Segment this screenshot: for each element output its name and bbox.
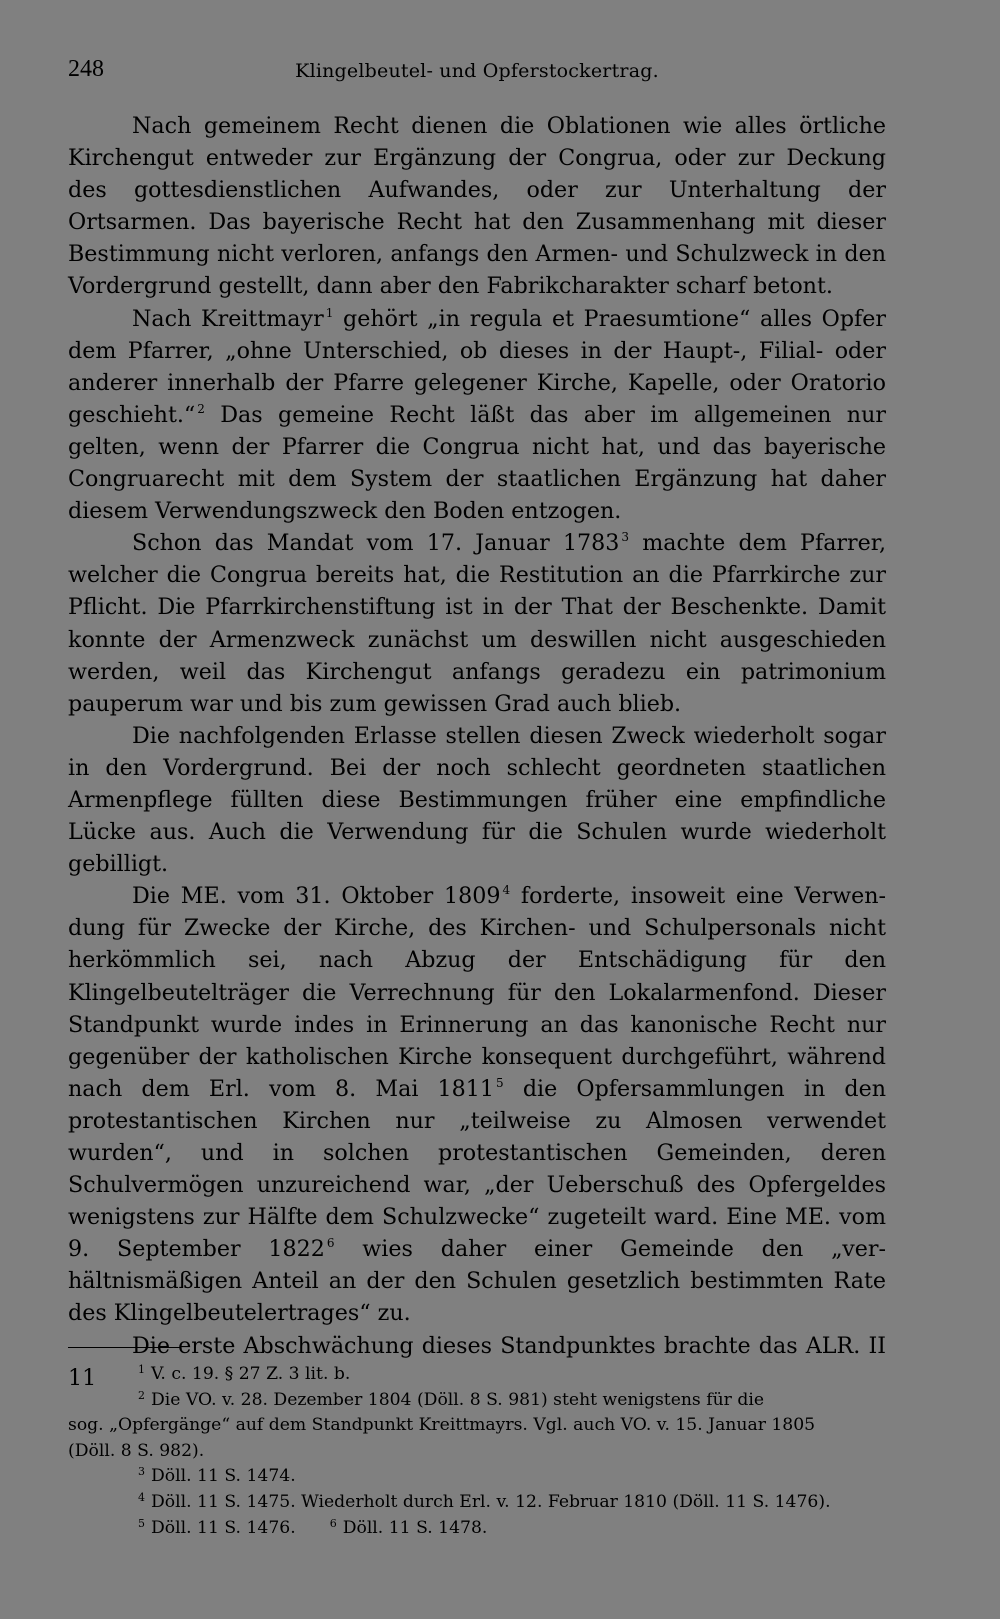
paragraph-text: Die erste Abschwächung dieses Standpunktes brachte das ALR. II 11: [68, 1332, 886, 1391]
footnote-text: (Döll. 8 S. 982).: [68, 1440, 205, 1461]
body-paragraph: [68, 720, 886, 880]
footnote-reference: 5: [496, 1075, 504, 1090]
body-paragraph: [68, 527, 886, 720]
running-head: [68, 56, 886, 86]
footnote-line: [68, 1516, 886, 1542]
body-paragraph: [68, 880, 886, 1329]
footnote-reference: 2: [197, 401, 205, 416]
footnote-line: [68, 1362, 886, 1388]
footnote-text: Döll. 11 S. 1478.: [342, 1517, 488, 1538]
footnote-reference: 4: [502, 883, 511, 898]
paragraph-text: Schon das Mandat vom 17. Januar 1783: [132, 530, 620, 557]
footnote-line: [68, 1490, 886, 1516]
footnote-line: [68, 1413, 886, 1439]
footnote-mark: 4: [138, 1490, 145, 1504]
footnote-reference: 6: [326, 1236, 335, 1251]
footnote-text: Die VO. v. 28. Dezember 1804 (Döll. 8 S. 981) steht wenigstens für die: [151, 1389, 764, 1410]
footnote-mark: 1: [138, 1363, 145, 1376]
footnote-text: sog. „Opfergänge“ auf dem Standpunkt Kreittmayrs. Vgl. auch VO. v. 15. Januar 1805: [68, 1415, 816, 1436]
footnote-reference: 3: [621, 530, 630, 545]
paragraph-text: machte dem Pfarrer, welcher die Congrua bereits hat, die Restitution an die Pfarrkirche zur Pflicht. Die Pfarrkirchenstiftung ist in der That der Beschenkte. Damit konnte der Armenzweck zunächst um deswillen nicht ausgeschieden werden, weil das Kirchengut anfangs geradezu ein patrimonium pauperum war und bis zum gewissen Grad auch blieb.: [68, 530, 886, 717]
footnote-text: Döll. 11 S. 1474.: [151, 1466, 296, 1487]
paragraph-text: Das gemeine Recht läßt das aber im allgemeinen nur gelten, wenn der Pfarrer die Congrua nicht hat, und das bayerische Congruarecht mit dem System der staatlichen Ergänzung hat daher diesem Verwendungszweck den Boden entzogen.: [68, 401, 886, 525]
footnote-mark: 2: [138, 1388, 145, 1402]
paragraph-text: Die ME. vom 31. Oktober 1809: [132, 883, 501, 910]
paragraph-text: forderte, insoweit eine Verwendung für Zwecke der Kirche, des Kirchen- und Schulpersonals nicht herkömmlich sei, nach Abzug der Entschädigung für den Klingelbeutelträger die Verrechnung für den Lokalarmenfond. Dieser Standpunkt wurde indes in Erinnerung an das kanonische Recht nur gegenüber der katholischen Kirche konsequent durchgeführt, während nach dem Erl. vom 8. Mai 1811: [68, 883, 886, 1102]
footnote-reference: 1: [325, 305, 334, 320]
footnote-rule: [68, 1347, 180, 1348]
body-text: [68, 110, 886, 1394]
footnote-mark: 5: [138, 1516, 145, 1530]
paragraph-text: die Opfersammlungen in den protestantischen Kirchen nur „teilweise zu Almosen verwendet wurden“, und in solchen protestantischen Gemeinden, deren Schulvermögen unzureichend war, „der Ueberschuß des Opfergeldes wenigstens zur Hälfte dem Schulzwecke“ zugeteilt ward. Eine ME. vom 9. September 1822: [68, 1075, 887, 1263]
paragraph-text: Nach Kreittmayr: [132, 305, 324, 332]
footnote-text: Döll. 11 S. 1475. Wiederholt durch Erl. v. 12. Februar 1810 (Döll. 11 S. 1476).: [151, 1491, 831, 1512]
paragraph-text: wies daher einer Gemeinde den „verhältnismäßigen Anteil an der den Schulen gesetzlich bestimmten Rate des Klingelbeutelertrages“ zu.: [68, 1236, 886, 1327]
body-paragraph: [68, 303, 886, 528]
running-title: Klingelbeutel- und Opferstockertrag.: [295, 60, 659, 82]
paragraph-text: Nach gemeinem Recht dienen die Oblationen wie alles örtliche Kirchengut entweder zur Ergänzung der Congrua, oder zur Deckung des gottesdienstlichen Aufwandes, oder zur Unterhaltung der Ortsarmen. Das bayerische Recht hat den Zusammenhang mit dieser Bestimmung nicht verloren, anfangs den Armen- und Schulzweck in den Vordergrund gestellt, dann aber den Fabrikcharakter scharf betont.: [68, 113, 886, 300]
footnote-text: Döll. 11 S. 1476.: [151, 1517, 296, 1538]
footnotes: [68, 1362, 886, 1541]
footnote-text: V. c. 19. § 27 Z. 3 lit. b.: [151, 1364, 351, 1384]
footnote-line: [68, 1439, 886, 1465]
body-paragraph: [68, 110, 886, 303]
page-number: 248: [68, 56, 104, 82]
paragraph-text: gehört „in regula et Praesumtione“ alles Opfer dem Pfarrer, „ohne Unterschied, ob dieses in der Haupt-, Filial- oder anderer innerhalb der Pfarre gelegener Kirche, Kapelle, oder Oratorio geschieht.“: [68, 305, 887, 428]
paragraph-text: Die nachfolgenden Erlasse stellen diesen Zweck wiederholt sogar in den Vordergrund. Bei der noch schlecht geordneten staatlichen Armenpflege füllten diese Bestimmungen früher eine empfindliche Lücke aus. Auch die Verwendung für die Schulen wurde wiederholt gebilligt.: [68, 722, 886, 878]
footnote-line: [68, 1464, 886, 1490]
footnote-mark: 3: [138, 1465, 145, 1479]
footnote-line: [68, 1388, 886, 1414]
footnote-mark: 6: [329, 1516, 337, 1530]
